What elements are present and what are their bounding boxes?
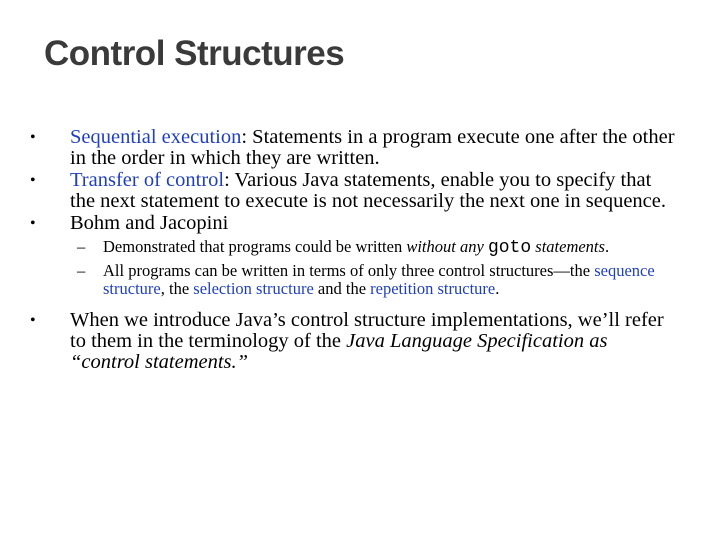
bullet-text: Bohm and Jacopini — [70, 212, 229, 234]
sub-bullet-marker: – — [77, 261, 86, 280]
bullet-text: When we introduce Java’s control structure implementations, we’ll refer to them in the terminology of the — [70, 309, 664, 352]
sub-bullet-end: . — [495, 279, 500, 298]
bullet-marker: • — [30, 172, 36, 189]
bullet-text: : Statements in a program execute one after the other in the order in which they are written. — [70, 126, 675, 169]
sub-bullet-italic: without any — [406, 237, 484, 256]
term-transfer-of-control: Transfer of control — [70, 169, 225, 191]
sub-bullet-goto — [0, 238, 673, 257]
bullet-marker: • — [30, 215, 36, 232]
sub-bullet-list — [0, 238, 720, 298]
sub-bullet-marker: – — [77, 237, 86, 256]
bullet-marker: • — [30, 129, 36, 146]
term-selection-structure: selection structure — [193, 279, 314, 298]
bullet-control-statements — [0, 310, 680, 373]
sub-bullet-text: All programs can be written in terms of only three control structures—the — [103, 261, 595, 280]
sub-bullet-sep: and the — [313, 279, 371, 298]
sub-bullet-text: Demonstrated that programs could be written — [103, 237, 407, 256]
term-repetition-structure: repetition structure — [370, 279, 496, 298]
bullet-marker: • — [30, 312, 36, 329]
sub-bullet-italic-statements: statements — [535, 237, 605, 256]
term-sequence-structure: sequence structure — [103, 261, 655, 298]
goto-keyword: goto — [487, 238, 532, 258]
bullet-bohm-jacopini — [0, 213, 680, 234]
sub-bullet-three-structures — [0, 262, 673, 298]
term-sequential-execution: Sequential execution — [70, 126, 242, 148]
bullet-sequential-execution — [0, 127, 680, 169]
bullet-transfer-of-control — [0, 170, 680, 212]
bullet-text: : Various Java statements, enable you to specify that the next statement to execute is not necessarily the next one in sequence. — [70, 169, 667, 212]
bullet-italic-jls: Java Language Specification as “control statements.” — [70, 330, 608, 373]
sub-bullet-sep: , the — [160, 279, 194, 298]
slide-title: Control Structures — [44, 34, 345, 73]
sub-bullet-end: . — [604, 237, 610, 256]
slide-content — [0, 127, 720, 374]
